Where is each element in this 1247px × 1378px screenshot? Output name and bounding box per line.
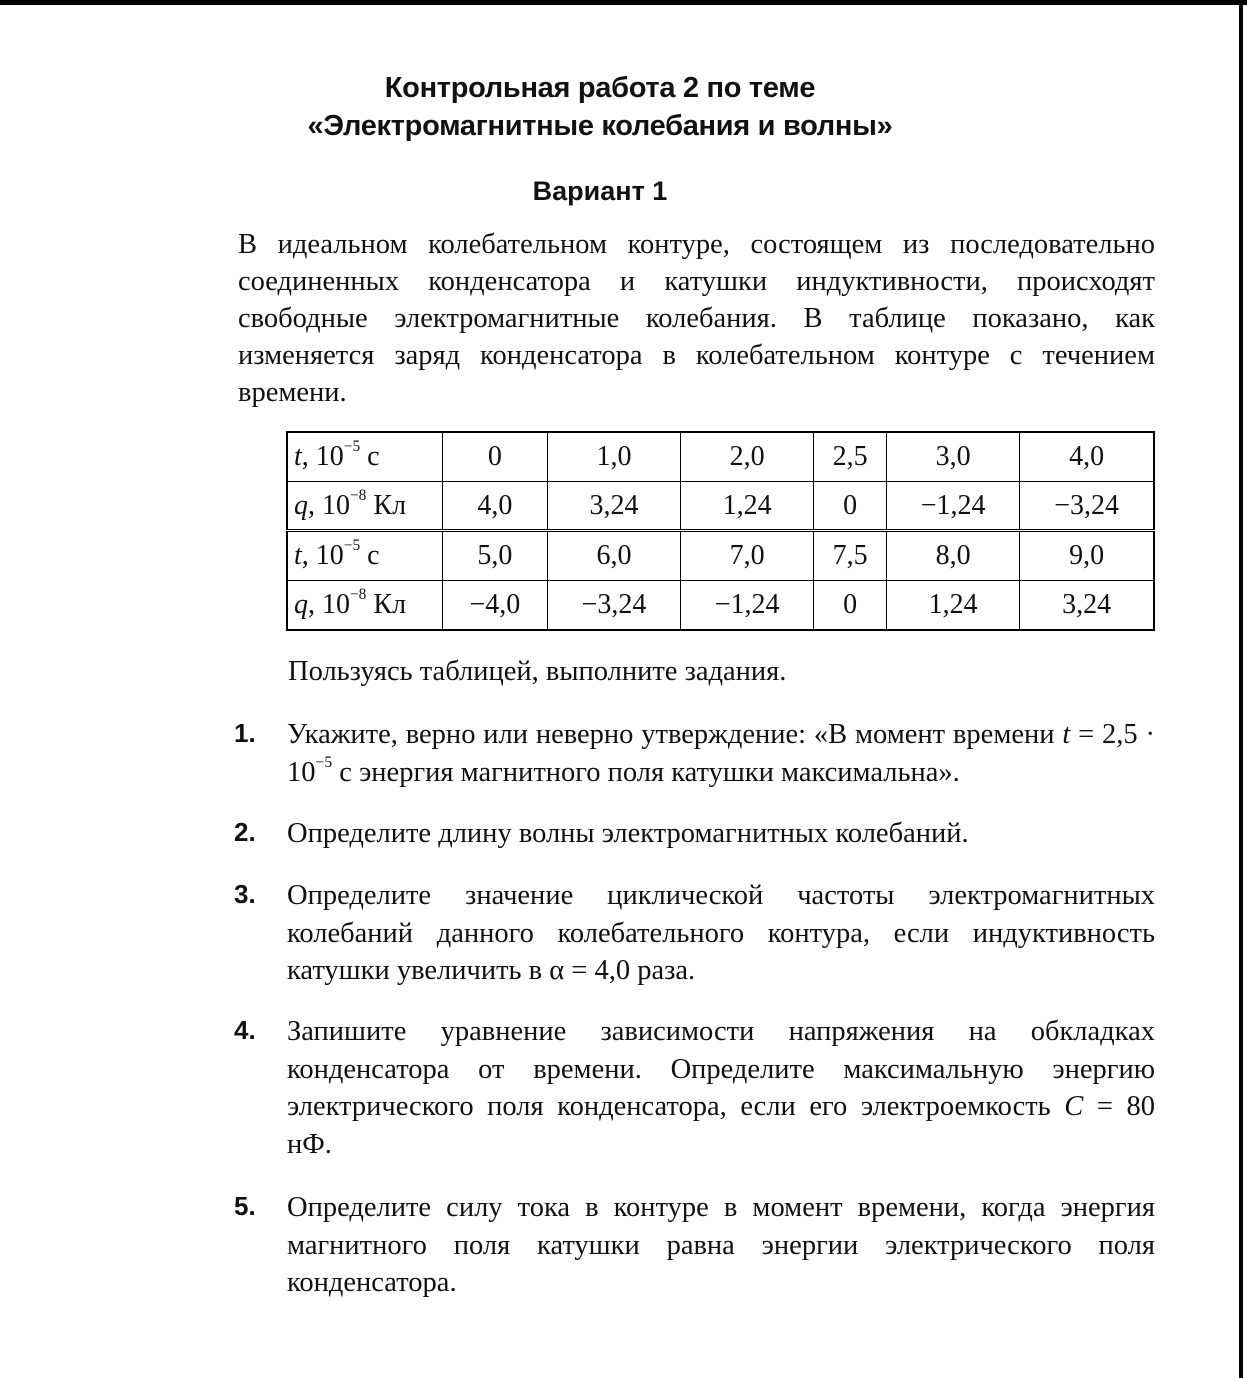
right-border: [1239, 0, 1243, 1378]
table-cell: 3,24: [1020, 581, 1154, 630]
table-cell: 0: [814, 581, 887, 630]
task-text: Определите силу тока в контуре в момент времени, когда энергия магнитного поля катушки равна энергии электрического поля конденсатора.: [287, 1192, 1155, 1298]
table-cell: 3,0: [887, 432, 1020, 481]
table-cell: 8,0: [887, 531, 1020, 581]
task-number: 3.: [234, 879, 256, 909]
q-header-cell: q, $10^{-8}$ Кл: [287, 481, 443, 531]
table-cell: 7,0: [681, 531, 814, 581]
table-cell: 2,5: [814, 432, 887, 481]
variant-heading: Вариант 1: [532, 176, 668, 206]
table-row-t1: [287, 432, 1154, 481]
task-text: Определите длину волны электромагнитных колебаний.: [287, 818, 969, 849]
table-row-q1: [287, 481, 1154, 531]
table-cell: 5,0: [443, 531, 548, 581]
task-text: Укажите, верно или неверно утверждение: «В момент времени $t = 2,5 \cdot 10^{-5}$ с энергия магнитного поля катушки максимальна».: [287, 719, 1155, 788]
q-header-cell: q, $10^{-8}$ Кл: [287, 581, 443, 630]
page-subtitle: «Электромагнитные колебания и волны»: [307, 110, 893, 142]
table-cell: 4,0: [1020, 432, 1154, 481]
table-cell: −1,24: [681, 581, 814, 630]
t-header-cell: t, $10^{-5}$ с: [287, 432, 443, 481]
table-cell: 1,0: [547, 432, 680, 481]
task-number: 5.: [234, 1191, 256, 1221]
table-cell: 0: [443, 432, 548, 481]
table-cell: −4,0: [443, 581, 548, 630]
table-cell: −3,24: [1020, 481, 1154, 531]
charge-time-table: [286, 431, 1155, 631]
table-cell: 7,5: [814, 531, 887, 581]
table-cell: 2,0: [681, 432, 814, 481]
table-cell: 0: [814, 481, 887, 531]
table-row-t2: [287, 531, 1154, 581]
table-row-q2: [287, 581, 1154, 630]
task-number: 1.: [234, 718, 256, 748]
t-header-cell: t, $10^{-5}$ с: [287, 531, 443, 581]
table-cell: 6,0: [547, 531, 680, 581]
table-cell: −1,24: [887, 481, 1020, 531]
task-text: Определите значение циклической частоты электромагнитных колебаний данного колебательного контура, если индуктивность катушки увеличить в α = 4,0 раза.: [287, 880, 1155, 986]
task-text: Запишите уравнение зависимости напряжения на обкладках конденсатора от времени. Определите максимальную энергию электрического поля конденсатора, если его электроемкость C = 80 нФ.: [287, 1016, 1155, 1160]
task-number: 2.: [234, 817, 256, 847]
intro-paragraph: В идеальном колебательном контуре, состоящем из последовательно соединенных конденсатора и катушки индуктивности, происходят свободные электромагнитные колебания. В таблице показано, как изменяется заряд конденсатора в колебательном контуре с течением времени.: [238, 229, 1155, 408]
instruction-text: Пользуясь таблицей, выполните задания.: [288, 656, 787, 687]
page-title: Контрольная работа 2 по теме: [384, 72, 816, 104]
table-cell: −3,24: [547, 581, 680, 630]
table-cell: 1,24: [681, 481, 814, 531]
table-cell: 9,0: [1020, 531, 1154, 581]
task-number: 4.: [234, 1015, 256, 1045]
table-cell: 1,24: [887, 581, 1020, 630]
table-cell: 3,24: [547, 481, 680, 531]
table-cell: 4,0: [443, 481, 548, 531]
